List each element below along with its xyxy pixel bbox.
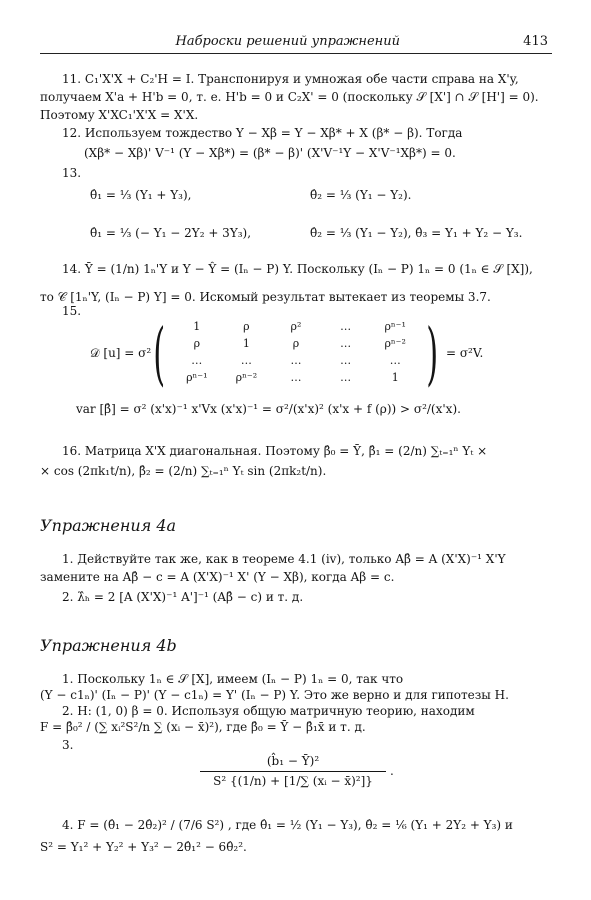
ex13-eq-b1: θ̂₁ = ⅓ (− Y₁ − 2Y₂ + 3Y₃),	[90, 226, 252, 240]
matrix-cell: …	[290, 354, 302, 367]
matrix-cell: …	[389, 354, 401, 367]
s4b-ex1-line2: (Y − c1ₙ)' (Iₙ − P)' (Y − c1ₙ) = Y' (Iₙ − P) Y. Это же верно и для гипотезы H.	[40, 688, 509, 702]
matrix-cell: 1	[391, 371, 399, 384]
matrix-cell: …	[191, 354, 203, 367]
matrix-grid	[172, 320, 420, 384]
matrix-cell: …	[340, 337, 352, 350]
s4a-ex2: 2. λ̂ₕ = 2 [A (X'X)⁻¹ A']⁻¹ (Aβ̂ − c) и т. д.	[62, 590, 304, 604]
s4b-ex4-line2: S² = Y₁² + Y₂² + Y₃² − 2θ̂₁² − 6θ̂₂².	[40, 840, 247, 854]
matrix-cell: ρⁿ⁻¹	[384, 320, 406, 333]
matrix-cell: ρⁿ⁻¹	[186, 371, 208, 384]
ex15-dispersion-lhs: 𝒟 [u] = σ²	[90, 346, 152, 360]
s4b-ex3-fraction-bar	[200, 771, 386, 772]
ex16-line1: 16. Матрица X'X диагональная. Поэтому β̂₀ = Ȳ, β̂₁ = (2/n) ∑ₜ₌₁ⁿ Yₜ ×	[62, 444, 488, 458]
s4b-ex3-label: 3.	[62, 738, 74, 752]
matrix-cell: …	[290, 371, 302, 384]
matrix-cell: ρ	[243, 320, 250, 333]
s4b-ex4-line1: 4. F = (θ̂₁ − 2θ̂₂)² / (7/6 S²) , где θ̂₁ = ½ (Y₁ − Y₃), θ̂₂ = ⅙ (Y₁ + 2Y₂ + Y₃) и	[62, 818, 513, 832]
matrix-cell: 1	[193, 320, 201, 333]
ex15-label: 15.	[62, 304, 82, 318]
matrix-cell: …	[340, 371, 352, 384]
ex11-line2: получаем X'a + H'b = 0, т. е. H'b = 0 и C₂X' = 0 (поскольку 𝒮 [X'] ∩ 𝒮 [H'] = 0).	[40, 90, 539, 104]
running-title: Наброски решений упражнений	[175, 34, 400, 49]
ex12-equation: (Xβ* − Xβ)' V⁻¹ (Y − Xβ*) = (β* − β)' (X'V⁻¹Y − X'V⁻¹Xβ*) = 0.	[84, 146, 456, 160]
s4b-ex1-line1: 1. Поскольку 1ₙ ∈ 𝒮 [X], имеем (Iₙ − P) 1ₙ = 0, так что	[62, 672, 404, 686]
ex11-line3: Поэтому X'XC₁'X'X = X'X.	[40, 108, 199, 122]
header-rule	[40, 53, 552, 54]
running-header	[40, 34, 552, 56]
matrix-cell: ρⁿ⁻²	[235, 371, 258, 384]
matrix-cell: 1	[242, 337, 250, 350]
ex16-line2: × cos (2πk₁t/n), β̂₂ = (2/n) ∑ₜ₌₁ⁿ Yₜ sin (2πk₂t/n).	[40, 464, 327, 478]
ex11-line1: 11. C₁'X'X + C₂'H = I. Транспонируя и умножая обе части справа на X'y,	[62, 72, 519, 86]
matrix-cell: ρ	[193, 337, 201, 350]
section-title-4a: Упражнения 4а	[40, 516, 177, 535]
matrix-left-paren: (	[153, 315, 166, 394]
ex13-eq-a1: θ̂₁ = ⅓ (Y₁ + Y₃),	[90, 188, 192, 202]
matrix-right-paren: )	[426, 315, 439, 394]
matrix-cell: ρ²	[290, 320, 302, 333]
ex15-dispersion-rhs: = σ²V.	[446, 346, 484, 360]
matrix-cell: …	[240, 354, 252, 367]
ex14-line1: 14. Ȳ = (1/n) 1ₙ'Y и Y − Ŷ = (Iₙ − P) Y. Поскольку (Iₙ − P) 1ₙ = 0 (1ₙ ∈ 𝒮 [X]),	[62, 262, 533, 276]
ex13-label: 13.	[62, 166, 82, 180]
s4b-ex3-numerator: (b̂₁ − Ȳ)²	[266, 754, 320, 768]
ex12-line1: 12. Используем тождество Y − Xβ = Y − Xβ* + X (β* − β). Тогда	[62, 126, 463, 140]
matrix-cell: ρ	[292, 337, 300, 350]
s4a-ex1-line1: 1. Действуйте так же, как в теореме 4.1 (iv), только Aβ̂ = A (X'X)⁻¹ X'Y	[62, 552, 506, 566]
correlation-matrix	[152, 315, 440, 394]
ex14-line2: то 𝒞 [1ₙ'Y, (Iₙ − P) Y] = 0. Искомый результат вытекает из теоремы 3.7.	[40, 290, 491, 304]
section-title-4b: Упражнения 4b	[40, 636, 177, 655]
s4b-ex2-line1: 2. H: (1, 0) β = 0. Используя общую матричную теорию, находим	[62, 704, 475, 718]
page-number: 413	[523, 34, 548, 49]
s4b-ex3-period: .	[390, 764, 394, 778]
ex15-var-formula: var [β̂] = σ² (x'x)⁻¹ x'Vx (x'x)⁻¹ = σ²/(x'x)² (x'x + f (ρ)) > σ²/(x'x).	[76, 402, 461, 416]
matrix-cell: …	[340, 354, 352, 367]
matrix-cell: ρⁿ⁻²	[384, 337, 406, 350]
s4b-ex3-denominator: S² {(1/n) + [1/∑ (xᵢ − x̄)²]}	[213, 774, 373, 788]
s4a-ex1-line2: замените на Aβ̂ − c = A (X'X)⁻¹ X' (Y − Xβ), когда Aβ = c.	[40, 570, 395, 584]
s4b-ex2-line2: F = β̂₀² / (∑ xᵢ²S²/n ∑ (xᵢ − x̄)²), где β̂₀ = Ȳ − β̂₁x̄ и т. д.	[40, 720, 366, 734]
matrix-cell: …	[340, 320, 352, 333]
ex13-eq-a2: θ̂₂ = ⅓ (Y₁ − Y₂).	[310, 188, 412, 202]
ex13-eq-b2: θ̂₂ = ⅓ (Y₁ − Y₂), θ̂₃ = Y₁ + Y₂ − Y₃.	[310, 226, 523, 240]
